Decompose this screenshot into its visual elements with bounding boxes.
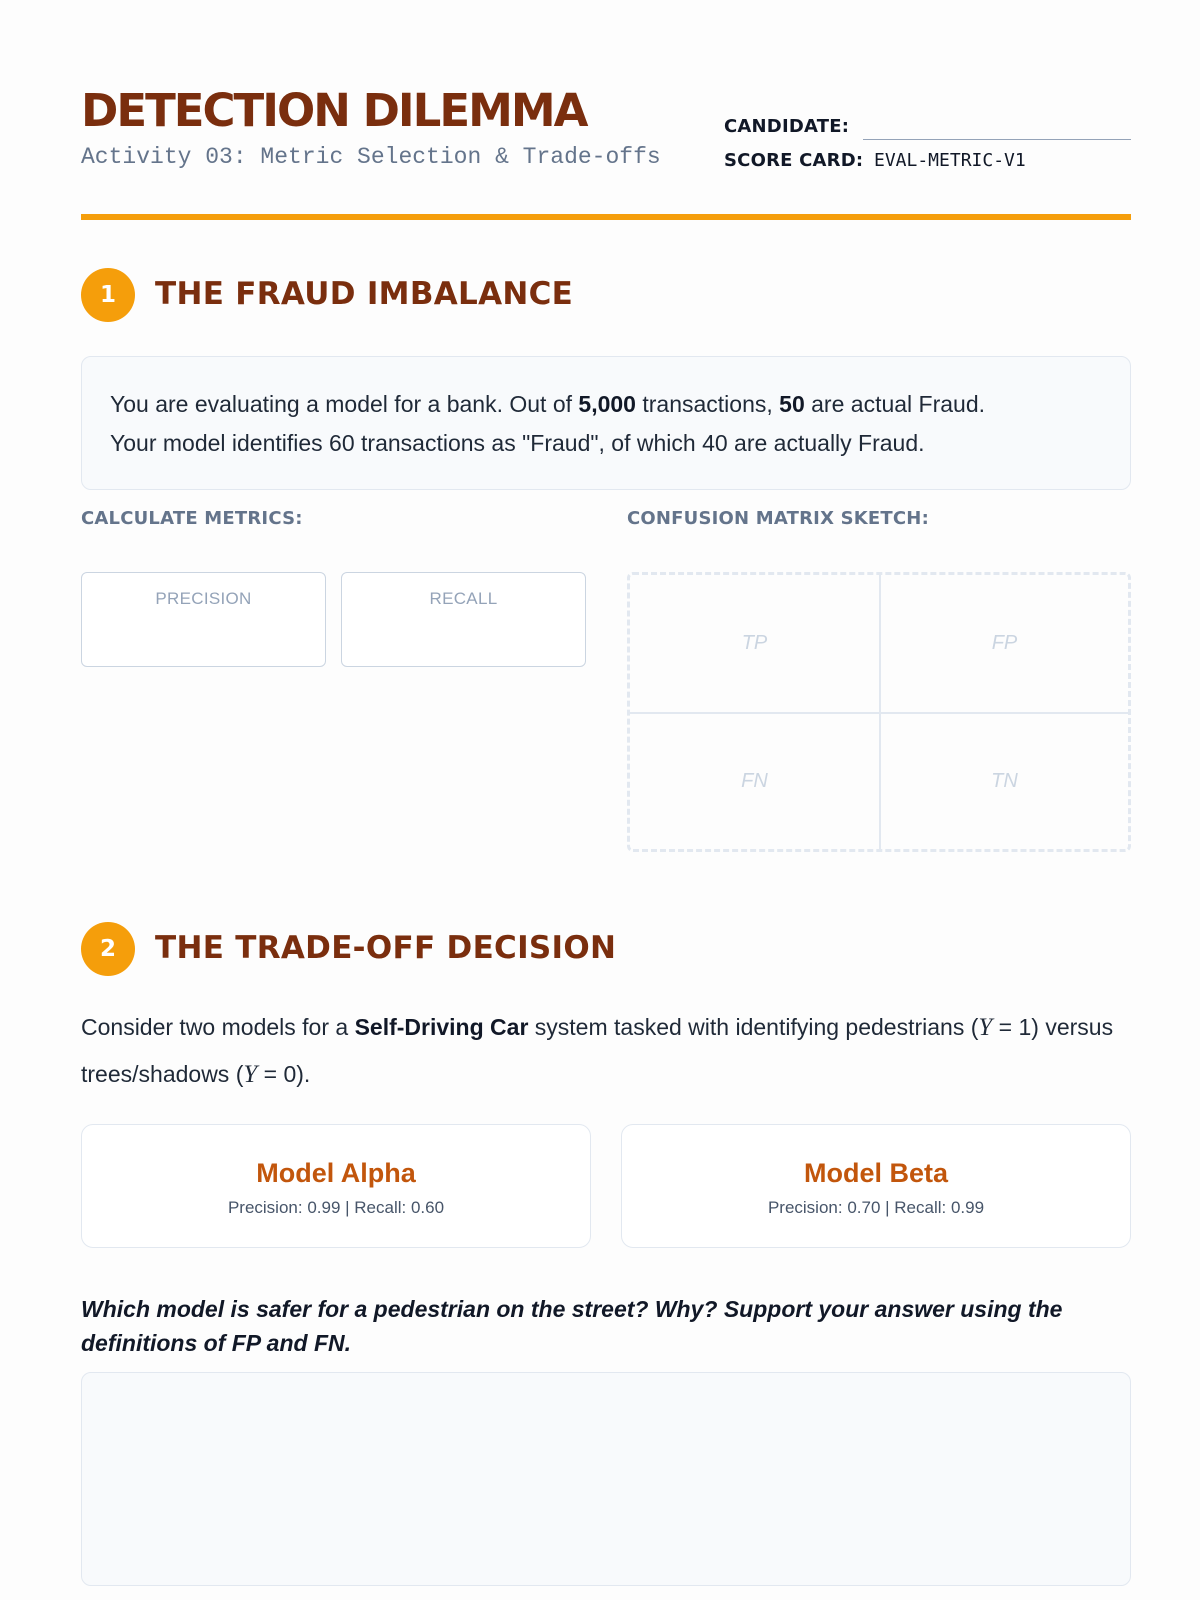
prompt-text-3: = 1) versus trees/shadows ( (81, 1014, 1114, 1087)
section-2-title: THE TRADE-OFF DECISION (155, 930, 617, 966)
matrix-cell-fn[interactable]: FN (630, 712, 879, 849)
worksheet-page (81, 0, 1131, 1600)
model-beta-name: Model Beta (803, 1158, 949, 1188)
matrix-cell-tp[interactable]: TP (741, 632, 768, 654)
scenario-actual-fraud: 50 (779, 391, 805, 417)
candidate-field[interactable] (863, 139, 1131, 140)
prompt-self-driving-car: Self-Driving Car (354, 1014, 529, 1040)
page-subtitle: Activity 03: Metric Selection & Trade-offs (81, 144, 661, 170)
candidate-label: CANDIDATE: (724, 116, 850, 137)
scenario-text-3: are actual Fraud. (804, 391, 986, 417)
header-divider (81, 214, 1131, 220)
precision-input-box[interactable] (81, 572, 326, 667)
fraud-scenario-box (81, 356, 1131, 490)
recall-label: RECALL (429, 589, 498, 608)
model-alpha-card (81, 1124, 591, 1248)
section-1-number-badge: 1 (81, 268, 135, 322)
recall-input-box[interactable] (341, 572, 586, 667)
matrix-cell-fp[interactable]: FP (879, 575, 1128, 712)
prompt-text-1: Consider two models for a (81, 1014, 355, 1040)
prompt-text-2: system tasked with identifying pedestrians ( (528, 1014, 979, 1040)
scenario-total-transactions: 5,000 (578, 391, 636, 417)
prompt-text-4: = 0). (257, 1061, 311, 1087)
section-2-number-badge: 2 (81, 922, 135, 976)
model-beta-card (621, 1124, 1131, 1248)
scorecard-label: SCORE CARD: (724, 150, 864, 171)
scenario-text-4: Your model identifies 60 transactions as "Fraud", of which 40 are actually Fraud. (110, 430, 925, 456)
precision-label: PRECISION (155, 589, 252, 608)
model-beta-stats: Precision: 0.70 | Recall: 0.99 (767, 1198, 985, 1217)
tradeoff-prompt (81, 1004, 1131, 1098)
scenario-text-2: transactions, (635, 391, 780, 417)
model-alpha-stats: Precision: 0.99 | Recall: 0.60 (227, 1198, 445, 1217)
answer-textarea[interactable] (81, 1372, 1131, 1586)
confusion-matrix-sketch (627, 572, 1131, 852)
page-title: DETECTION DILEMMA (81, 84, 587, 137)
matrix-cell-tn[interactable]: TN (879, 712, 1128, 849)
prompt-variable-y-1: Y (978, 1014, 993, 1041)
prompt-variable-y-2: Y (243, 1061, 258, 1088)
confusion-matrix-label: CONFUSION MATRIX SKETCH: (627, 508, 929, 529)
scenario-text-1: You are evaluating a model for a bank. Out of (110, 391, 579, 417)
scorecard-value: EVAL-METRIC-V1 (874, 150, 1026, 171)
section-1-title: THE FRAUD IMBALANCE (155, 276, 574, 312)
model-alpha-name: Model Alpha (256, 1158, 416, 1188)
safety-question: Which model is safer for a pedestrian on the street? Why? Support your answer using the definitions of FP and FN. (81, 1296, 1063, 1356)
calculate-metrics-label: CALCULATE METRICS: (81, 508, 303, 529)
